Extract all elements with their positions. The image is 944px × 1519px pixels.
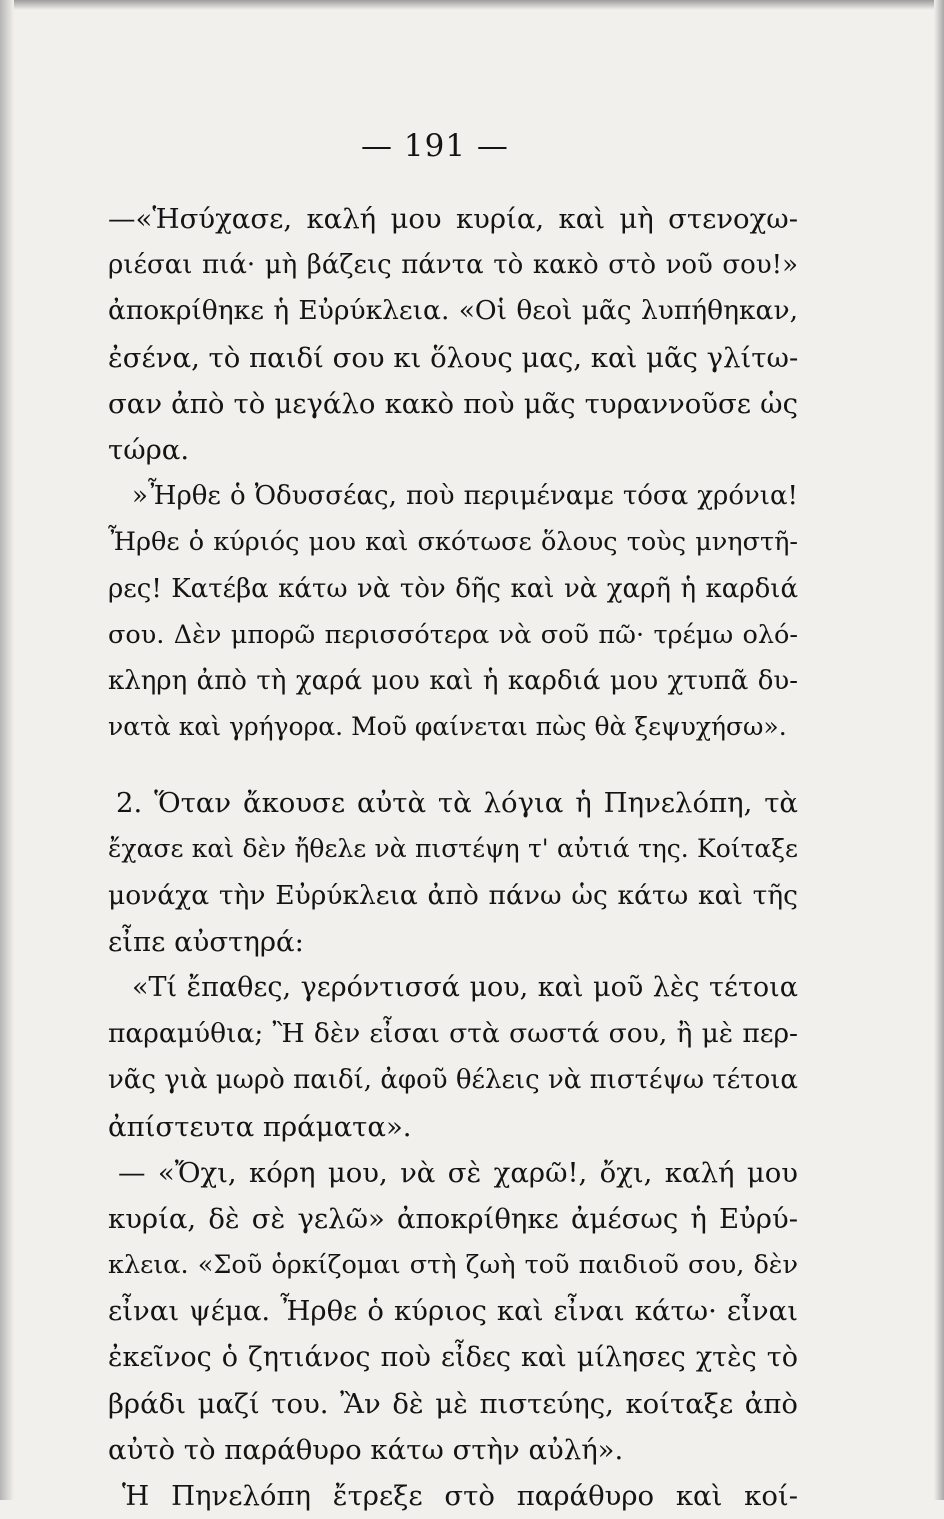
text-line: Ἦρθε ὁ κύριός μου καὶ σκότωσε ὅλους τοὺς μνηστῆ- <box>108 527 798 558</box>
paragraph-gap <box>108 750 798 780</box>
text-line: ριέσαι πιά· μὴ βάζεις πάντα τὸ κακὸ στὸ νοῦ σου!» <box>108 250 798 281</box>
text-line: παραμύθια; Ἢ δὲν εἶσαι στὰ σωστά σου, ἢ μὲ περ- <box>108 1018 798 1050</box>
text-line: 2. Ὅταν ἄκουσε αὐτὰ τὰ λόγια ἡ Πηνελόπη, τὰ <box>116 787 798 820</box>
text-line: ἐκεῖνος ὁ ζητιάνος ποὺ εἶδες καὶ μίλησες χτὲς τὸ <box>108 1341 798 1373</box>
text-line: κλεια. «Σοῦ ὁρκίζομαι στὴ ζωὴ τοῦ παιδιοῦ σου, δὲν <box>108 1250 798 1281</box>
text-line: μονάχα τὴν Εὐρύκλεια ἀπὸ πάνω ὡς κάτω καὶ τῆς <box>108 879 798 911</box>
text-line: κυρία, δὲ σὲ γελῶ» ἀποκρίθηκε ἀμέσως ἡ Εὐρύ- <box>108 1202 798 1235</box>
text-body <box>108 196 798 1519</box>
text-line: Ἡ Πηνελόπη ἔτρεξε στὸ παράθυρο καὶ κοί- <box>122 1480 798 1513</box>
page-edge-left <box>0 0 14 1500</box>
text-line: σαν ἀπὸ τὸ μεγάλο κακὸ ποὺ μᾶς τυραννοῦσε ὡς <box>108 387 798 420</box>
page-number: — 191 — <box>361 128 509 164</box>
text-line: τώρα. <box>108 433 190 466</box>
text-line: κληρη ἀπὸ τὴ χαρά μου καὶ ἡ καρδιά μου χτυπᾶ δυ- <box>108 665 798 696</box>
text-line: αὐτὸ τὸ παράθυρο κάτω στὴν αὐλή». <box>108 1433 624 1466</box>
text-line: — «Ὄχι, κόρη μου, νὰ σὲ χαρῶ!, ὄχι, καλή μου <box>118 1156 798 1189</box>
text-line: »Ἦρθε ὁ Ὀδυσσέας, ποὺ περιμέναμε τόσα χρόνια! <box>132 481 798 512</box>
text-line: —«Ἡσύχασε, καλή μου κυρία, καὶ μὴ στενοχω- <box>108 203 798 235</box>
text-line: βράδι μαζί του. Ἂν δὲ μὲ πιστεύης, κοίταξε ἀπὸ <box>108 1387 798 1420</box>
text-line: «Τί ἔπαθες, γερόντισσά μου, καὶ μοῦ λὲς τέτοια <box>132 972 798 1003</box>
page-edge-right <box>934 0 944 1500</box>
text-line: νατὰ καὶ γρήγορα. Μοῦ φαίνεται πὼς θὰ ξεψυχήσω». <box>108 712 787 742</box>
text-line: ἀποκρίθηκε ἡ Εὐρύκλεια. «Οἱ θεοὶ μᾶς λυπήθηκαν, <box>108 295 798 327</box>
text-line: εἶπε αὐστηρά: <box>108 925 304 958</box>
text-line: ἔχασε καὶ δὲν ἤθελε νὰ πιστέψη τ' αὐτιά της. Κοίταξε <box>108 834 798 864</box>
text-line: ρες! Κατέβα κάτω νὰ τὸν δῆς καὶ νὰ χαρῆ ἡ καρδιά <box>108 573 798 604</box>
text-line: εἶναι ψέμα. Ἦρθε ὁ κύριος καὶ εἶναι κάτω· εἶναι <box>108 1295 798 1328</box>
page-edge-top <box>0 0 944 10</box>
text-line: ἐσένα, τὸ παιδί σου κι ὅλους μας, καὶ μᾶς γλίτω- <box>108 341 799 374</box>
text-line: σου. Δὲν μπορῶ περισσότερα νὰ σοῦ πῶ· τρέμω ολό- <box>108 619 798 650</box>
text-line: ἀπίστευτα πράματα». <box>108 1110 412 1143</box>
text-line: νᾶς γιὰ μωρὸ παιδί, ἀφοῦ θέλεις νὰ πιστέψω τέτοια <box>108 1065 798 1096</box>
